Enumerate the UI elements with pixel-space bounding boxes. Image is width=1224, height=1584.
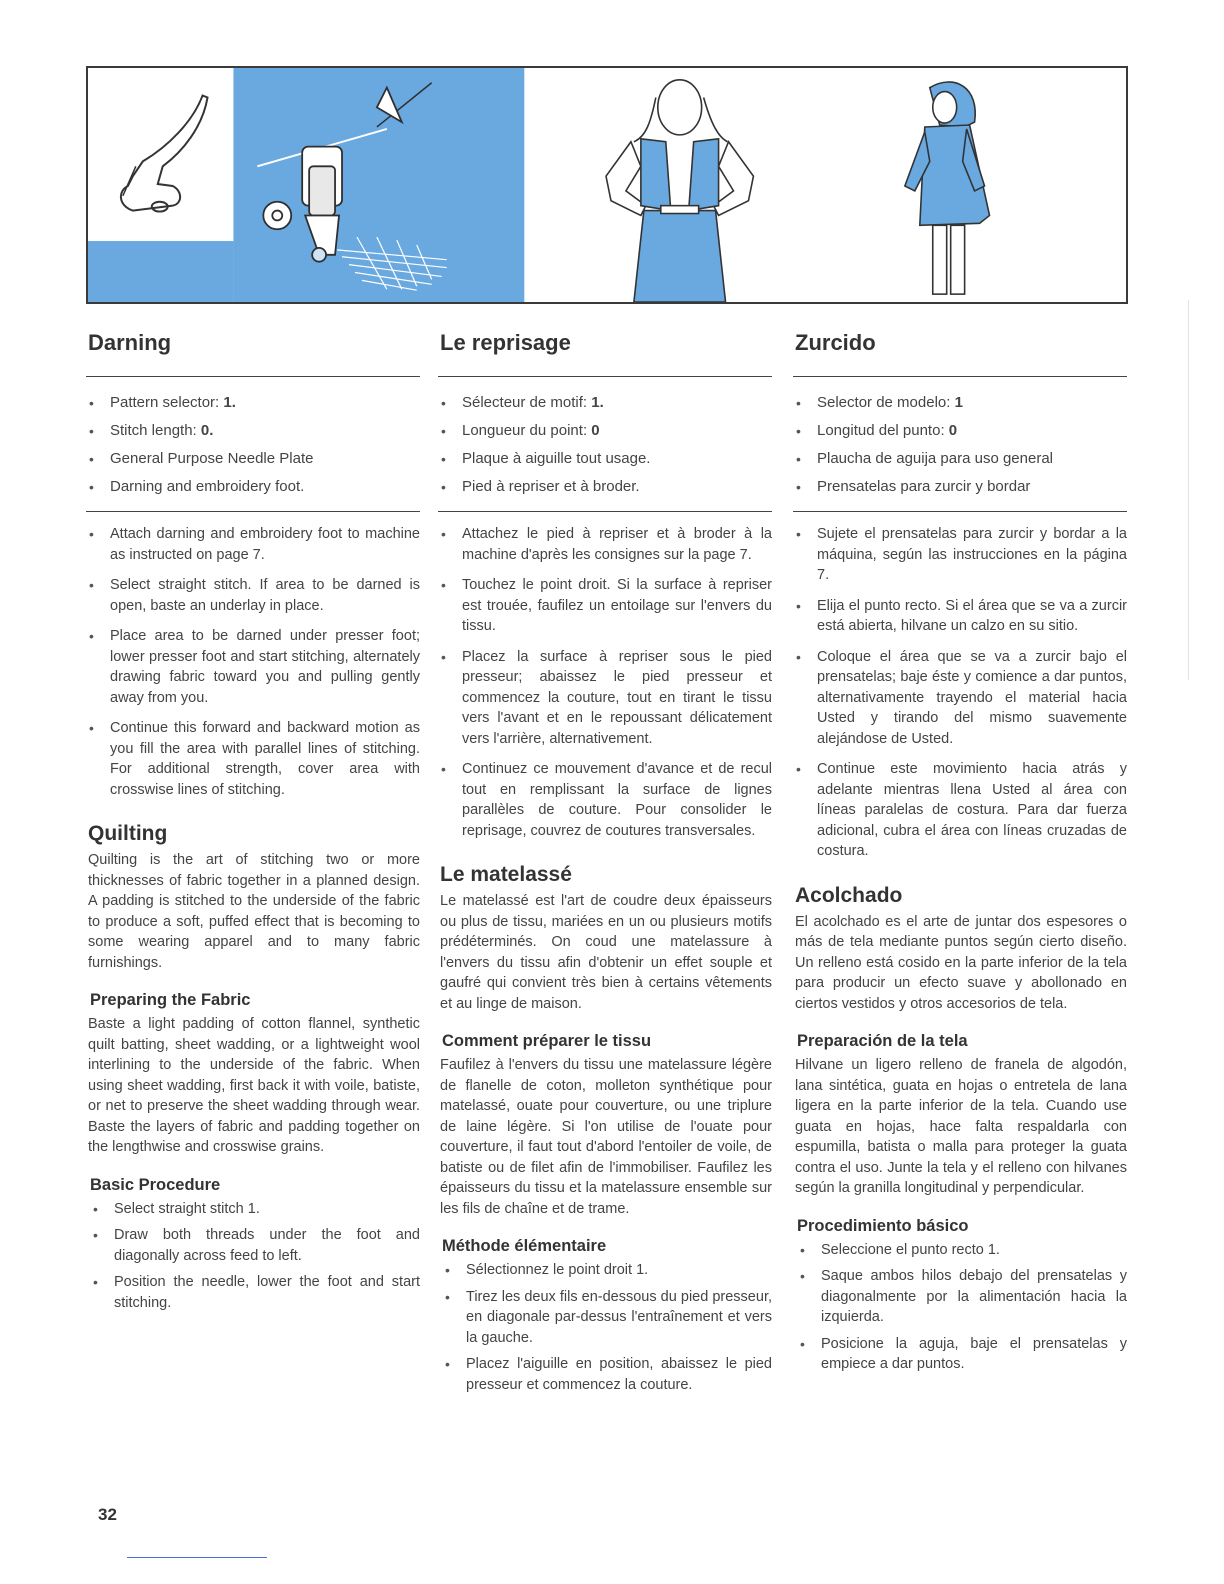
spec-item: • Darning and embroidery foot.: [86, 473, 420, 501]
procedure-item: • Posicione la aguja, baje el prensatelas y empiece a dar puntos.: [797, 1334, 1127, 1375]
preparacion-tela-title: Preparación de la tela: [797, 1032, 968, 1050]
step-item: • Placez la surface à repriser sous le pied presseur; abaissez le pied presseur et commencez la couture, tout en tirant le tissu vers l'avant et en le repoussant délicatement vers l'arrière, alternativement.: [438, 647, 772, 750]
divider: [793, 376, 1127, 377]
page-number: 32: [98, 1505, 117, 1524]
reprisage-steps-list: [438, 524, 772, 841]
reprisage-title: Le reprisage: [440, 330, 571, 355]
spec-item: • Pied à repriser et à broder.: [438, 473, 772, 501]
basic-procedure-list: [90, 1199, 420, 1314]
basic-procedure-title: Basic Procedure: [90, 1175, 221, 1194]
spec-item: • General Purpose Needle Plate: [86, 445, 420, 473]
preparing-fabric-text: Baste a light padding of cotton flannel, synthetic quilt batting, sheet wadding, or a lightweight wool interlining to the underside of the fabric. When using sheet wadding, first back it with voile, batiste, or net to preserve the sheet wadding through wear. Baste the layers of fabric and padding together on the lengthwise and crosswise grains.: [88, 1016, 420, 1155]
spanish-column: [793, 322, 1127, 1381]
woman-vest-icon: [606, 80, 753, 302]
darning-steps-list: [86, 524, 420, 800]
step-item: • Select straight stitch. If area to be darned is open, baste an underlay in place.: [86, 575, 420, 616]
step-item: • Coloque el área que se va a zurcir bajo el prensatelas; baje éste y comience a dar puntos, alternativamente trayendo el material hacia Usted y tirando del mismo suavemente alejándose de Usted.: [793, 647, 1127, 750]
illustration-banner: [86, 66, 1128, 304]
spec-item: • Stitch length: 0.: [86, 417, 420, 445]
preparer-tissu-title: Comment préparer le tissu: [442, 1032, 652, 1050]
quilting-title: Quilting: [88, 822, 168, 845]
procedimiento-basico-list: [797, 1240, 1127, 1375]
spec-item: • Plaucha de aguija para uso general: [793, 445, 1127, 473]
french-column: [438, 322, 772, 1401]
quilting-text: Quilting is the art of stitching two or more thicknesses of fabric together in a planned design. A padding is stitched to the underside of the fabric to produce a soft, puffed effect that is becoming to some wearing apparel and to many fabric furnishings.: [88, 852, 420, 971]
step-item: • Continue this forward and backward motion as you fill the area with parallel lines of stitching. For additional strength, cover area with crosswise lines of stitching.: [86, 718, 420, 800]
procedure-item: • Placez l'aiguille en position, abaissez le pied presseur et commencez la couture.: [442, 1354, 772, 1395]
procedimiento-basico-title: Procedimiento básico: [797, 1216, 969, 1235]
darning-settings-list: [86, 389, 420, 501]
sewing-illustration: [88, 68, 1126, 302]
spec-item: • Sélecteur de motif: 1.: [438, 389, 772, 417]
preparer-tissu-text: Faufilez à l'envers du tissu une matelassure légère de flanelle de coton, molleton synthétique pour matelassé, ouate pour couverture, ou une triplure de laine légère. Si l'on utilise de l'ouate pour couverture, il faut tout d'abord l'entoiler de voile, de batiste ou de filet afin de l'immobiliser. Faufilez les épaisseurs du tissu et la matelassure ensemble sur les fils de chaîne et de trame.: [440, 1057, 772, 1217]
footer-line: [127, 1557, 267, 1558]
acolchado-title: Acolchado: [795, 883, 903, 907]
zurcido-settings-list: [793, 389, 1127, 501]
spec-item: • Selector de modelo: 1: [793, 389, 1127, 417]
reprisage-settings-list: [438, 389, 772, 501]
child-coat-icon: [905, 82, 990, 294]
step-item: • Attachez le pied à repriser et à broder à la machine d'après les consignes sur la page 7.: [438, 524, 772, 565]
spec-item: • Prensatelas para zurcir y bordar: [793, 473, 1127, 501]
darning-foot-icon: [121, 96, 208, 212]
divider: [86, 376, 420, 377]
spec-item: • Plaque à aiguille tout usage.: [438, 445, 772, 473]
zurcido-steps-list: [793, 524, 1127, 862]
step-item: • Elija el punto recto. Si el área que se va a zurcir está abierta, hilvane un calzo en su sitio.: [793, 596, 1127, 637]
divider: [438, 511, 772, 512]
procedure-item: • Sélectionnez le point droit 1.: [442, 1260, 772, 1281]
methode-elementaire-title: Méthode élémentaire: [442, 1237, 607, 1255]
procedure-item: • Seleccione el punto recto 1.: [797, 1240, 1127, 1261]
procedure-item: • Position the needle, lower the foot and start stitching.: [90, 1272, 420, 1313]
spec-item: • Longitud del punto: 0: [793, 417, 1127, 445]
divider: [86, 511, 420, 512]
matelasse-title: Le matelassé: [440, 863, 572, 886]
preparacion-tela-text: Hilvane un ligero relleno de franela de algodón, lana sintética, guata en hojas o entretela de lana ligera en la parte inferior de la tela. Cuando use guata en hojas, hace falta respaldarla con espumilla, batista o malla para proteger la guata contra el uso. Junte la tela y el relleno con hilvanes según la granilla longitudinal y perpendicular.: [795, 1057, 1127, 1196]
spec-item: • Longueur du point: 0: [438, 417, 772, 445]
english-column: [86, 322, 420, 1319]
step-item: • Sujete el prensatelas para zurcir y bordar a la máquina, según las instrucciones en la página 7.: [793, 524, 1127, 586]
preparing-fabric-title: Preparing the Fabric: [90, 991, 251, 1009]
methode-elementaire-list: [442, 1260, 772, 1395]
procedure-item: • Tirez les deux fils en-dessous du pied presseur, en diagonale par-dessus l'entraînement et vers la gauche.: [442, 1287, 772, 1349]
step-item: • Continue este movimiento hacia atrás y adelante mientras llena Usted al área con líneas paralelas de costura. Para dar fuerza adicional, cubra el área con líneas cruzadas de costura.: [793, 759, 1127, 862]
zurcido-title: Zurcido: [795, 330, 876, 355]
matelasse-text: Le matelassé est l'art de coudre deux épaisseurs ou plus de tissu, mariées en un ou plusieurs motifs prédéterminés. On coud une matelassure à l'envers du tissu afin d'obtenir un effet souple et gaufré qui convient très bien à certains vêtements et au linge de maison.: [440, 893, 772, 1012]
divider: [438, 376, 772, 377]
darning-title: Darning: [88, 330, 172, 355]
procedure-item: • Select straight stitch 1.: [90, 1199, 420, 1220]
acolchado-text: El acolchado es el arte de juntar dos espesores o más de tela mediante puntos según cierto diseño. Un relleno está cosido en la parte inferior de la tela para producir un efecto suave y abollonado en ciertos vestidos y otros accesorios de tela.: [795, 913, 1127, 1012]
procedure-item: • Draw both threads under the foot and diagonally across feed to left.: [90, 1225, 420, 1266]
spec-item: • Pattern selector: 1.: [86, 389, 420, 417]
step-item: • Continuez ce mouvement d'avance et de recul tout en remplissant la surface de lignes parallèles de couture. Pour consolider le reprisage, couvrez de coutures transversales.: [438, 759, 772, 841]
page-edge-mark: [1188, 300, 1189, 680]
divider: [793, 511, 1127, 512]
step-item: • Touchez le point droit. Si la surface à repriser est trouée, faufilez un entoilage sur l'envers du tissu.: [438, 575, 772, 637]
procedure-item: • Saque ambos hilos debajo del prensatelas y diagonalmente por la alimentación hacia la izquierda.: [797, 1266, 1127, 1328]
step-item: • Attach darning and embroidery foot to machine as instructed on page 7.: [86, 524, 420, 565]
step-item: • Place area to be darned under presser foot; lower presser foot and start stitching, alternately drawing fabric toward you and pulling gently away from you.: [86, 626, 420, 708]
